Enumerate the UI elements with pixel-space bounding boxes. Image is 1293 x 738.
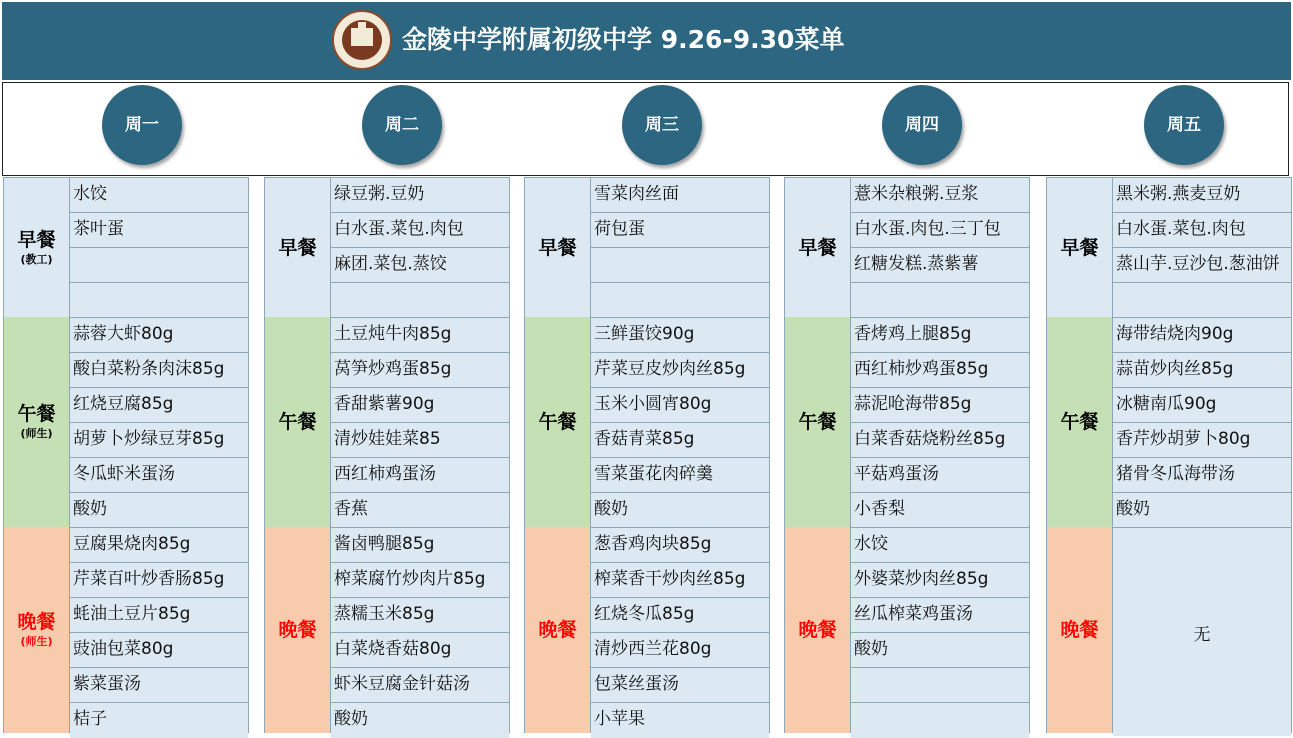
meal-sublabel: (师生)	[20, 427, 53, 440]
dinner-label	[4, 527, 70, 733]
meal-label: 早餐	[798, 236, 837, 259]
menu-item: 芹菜百叶炒香肠85g	[70, 563, 248, 598]
meal-sublabel: (教工)	[20, 252, 53, 266]
menu-item	[851, 283, 1029, 318]
menu-item: 香芹炒胡萝卜80g	[1113, 423, 1291, 458]
menu-item: 葱香鸡肉块85g	[591, 528, 769, 563]
day-column-thu	[784, 177, 1030, 733]
day-column-wed	[524, 177, 770, 733]
menu-item: 香甜紫薯90g	[331, 388, 509, 423]
menu-item: 胡萝卜炒绿豆芽85g	[70, 423, 248, 458]
menu-item: 雪菜蛋花肉碎羹	[591, 458, 769, 493]
menu-item: 蚝油土豆片85g	[70, 598, 248, 633]
menu-item	[591, 283, 769, 318]
menu-item: 酸奶	[1113, 493, 1291, 528]
menu-item: 西红柿鸡蛋汤	[331, 458, 509, 493]
menu-item: 桔子	[70, 703, 248, 738]
emblem-building	[351, 28, 373, 46]
menu-item: 三鲜蛋饺90g	[591, 318, 769, 353]
menu-item: 红烧豆腐85g	[70, 388, 248, 423]
meal-label: 晚餐	[278, 619, 317, 641]
menu-item: 紫菜蛋汤	[70, 668, 248, 703]
day-column-fri	[1046, 177, 1292, 733]
menu-item: 茶叶蛋	[70, 213, 248, 248]
menu-item: 薏米杂粮粥.豆浆	[851, 178, 1029, 213]
menu-item: 黑米粥.燕麦豆奶	[1113, 178, 1291, 213]
menu-item: 蒜苗炒肉丝85g	[1113, 353, 1291, 388]
day-column-mon	[3, 177, 249, 733]
menu-item: 西红柿炒鸡蛋85g	[851, 353, 1029, 388]
menu-item: 莴笋炒鸡蛋85g	[331, 353, 509, 388]
dinner-label	[785, 527, 851, 733]
menu-item: 猪骨冬瓜海带汤	[1113, 458, 1291, 493]
breakfast-label	[4, 178, 70, 317]
lunch-label	[785, 317, 851, 527]
menu-item: 红烧冬瓜85g	[591, 598, 769, 633]
menu-item: 酸奶	[591, 493, 769, 528]
menu-item: 蒸山芋.豆沙包.葱油饼	[1113, 248, 1291, 283]
menu-item: 白水蛋.肉包.三丁包	[851, 213, 1029, 248]
menu-item: 豉油包菜80g	[70, 633, 248, 668]
lunch-label	[525, 317, 591, 527]
menu-item: 小香梨	[851, 493, 1029, 528]
day-badge-mon: 周一	[102, 85, 182, 165]
meal-label: 晚餐	[1060, 619, 1099, 641]
menu-item: 白水蛋.菜包.肉包	[1113, 213, 1291, 248]
menu-item: 榨菜腐竹炒肉片85g	[331, 563, 509, 598]
menu-item: 海带结烧肉90g	[1113, 318, 1291, 353]
breakfast-label	[785, 178, 851, 317]
meal-label: 午餐	[538, 411, 577, 433]
menu-item: 蒜泥呛海带85g	[851, 388, 1029, 423]
menu-item: 雪菜肉丝面	[591, 178, 769, 213]
dinner-label	[1047, 527, 1113, 733]
menu-item: 荷包蛋	[591, 213, 769, 248]
menu-item: 红糖发糕.蒸紫薯	[851, 248, 1029, 283]
dinner-label	[265, 527, 331, 733]
meal-label: 晚餐	[798, 619, 837, 641]
menu-item: 白水蛋.菜包.肉包	[331, 213, 509, 248]
dinner-label	[525, 527, 591, 733]
menu-item: 酸白菜粉条肉沫85g	[70, 353, 248, 388]
menu-item	[1113, 283, 1291, 318]
menu-item: 清炒娃娃菜85	[331, 423, 509, 458]
menu-item: 绿豆粥.豆奶	[331, 178, 509, 213]
menu-item: 香蕉	[331, 493, 509, 528]
day-badge-thu: 周四	[882, 85, 962, 165]
menu-item: 酸奶	[70, 493, 248, 528]
menu-item	[70, 283, 248, 318]
meal-label: 早餐	[17, 228, 56, 251]
menu-item: 外婆菜炒肉丝85g	[851, 563, 1029, 598]
menu-item: 丝瓜榨菜鸡蛋汤	[851, 598, 1029, 633]
menu-item: 酱卤鸭腿85g	[331, 528, 509, 563]
menu-item	[70, 248, 248, 283]
day-badge-wed: 周三	[622, 85, 702, 165]
day-badge-fri: 周五	[1144, 85, 1224, 165]
menu-item: 酸奶	[331, 703, 509, 738]
menu-item: 白菜香菇烧粉丝85g	[851, 423, 1029, 458]
breakfast-label	[265, 178, 331, 317]
menu-item: 冰糖南瓜90g	[1113, 388, 1291, 423]
breakfast-label	[1047, 178, 1113, 317]
meal-label: 午餐	[798, 411, 837, 433]
menu-item: 小苹果	[591, 703, 769, 738]
meal-sublabel: (师生)	[20, 635, 53, 648]
school-emblem-icon	[332, 10, 392, 70]
menu-item	[591, 248, 769, 283]
day-badge-tue: 周二	[362, 85, 442, 165]
menu-item: 蒜蓉大虾80g	[70, 318, 248, 353]
menu-item: 土豆炖牛肉85g	[331, 318, 509, 353]
meal-label: 午餐	[1060, 411, 1099, 433]
menu-item: 虾米豆腐金针菇汤	[331, 668, 509, 703]
lunch-label	[265, 317, 331, 527]
menu-item: 水饺	[851, 528, 1029, 563]
menu-item: 清炒西兰花80g	[591, 633, 769, 668]
meal-label: 晚餐	[538, 619, 577, 641]
meal-label: 早餐	[538, 236, 577, 259]
meal-label: 早餐	[278, 236, 317, 259]
menu-item	[851, 703, 1029, 738]
meal-label: 晚餐	[17, 611, 56, 633]
no-dinner-cell: 无	[1113, 528, 1291, 736]
menu-item: 香菇青菜85g	[591, 423, 769, 458]
menu-item: 冬瓜虾米蛋汤	[70, 458, 248, 493]
menu-item: 水饺	[70, 178, 248, 213]
menu-item: 玉米小圆宵80g	[591, 388, 769, 423]
menu-item: 白菜烧香菇80g	[331, 633, 509, 668]
lunch-label	[4, 317, 70, 527]
menu-item: 香烤鸡上腿85g	[851, 318, 1029, 353]
menu-item: 芹菜豆皮炒肉丝85g	[591, 353, 769, 388]
menu-item: 平菇鸡蛋汤	[851, 458, 1029, 493]
menu-item	[851, 668, 1029, 703]
menu-item	[331, 283, 509, 318]
page-title: 金陵中学附属初级中学 9.26-9.30菜单	[402, 25, 845, 54]
day-column-tue	[264, 177, 510, 733]
breakfast-label	[525, 178, 591, 317]
menu-item: 包菜丝蛋汤	[591, 668, 769, 703]
menu-item: 蒸糯玉米85g	[331, 598, 509, 633]
lunch-label	[1047, 317, 1113, 527]
menu-item: 榨菜香干炒肉丝85g	[591, 563, 769, 598]
meal-label: 午餐	[17, 403, 56, 425]
meal-label: 早餐	[1060, 236, 1099, 259]
menu-item: 豆腐果烧肉85g	[70, 528, 248, 563]
menu-item: 酸奶	[851, 633, 1029, 668]
meal-label: 午餐	[278, 411, 317, 433]
menu-item: 麻团.菜包.蒸饺	[331, 248, 509, 283]
